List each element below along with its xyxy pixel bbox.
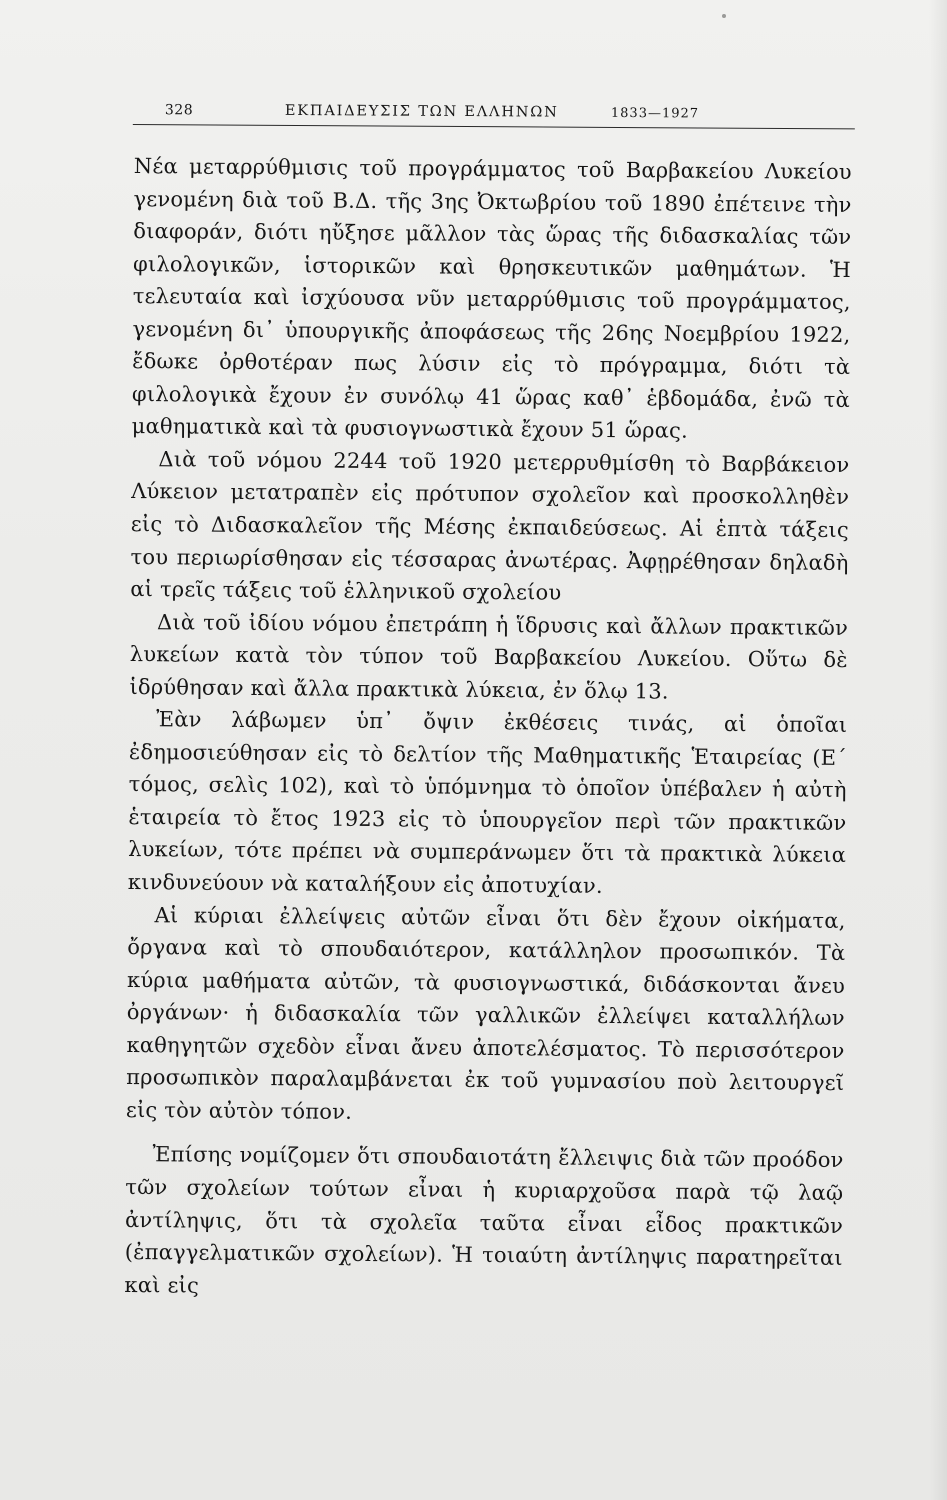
paragraph-6: Ἐπίσης νομίζομεν ὅτι σπουδαιοτάτη ἔλλειψις διὰ τῶν προόδον τῶν σχολείων τούτων εἶναι ἡ κυριαρχοῦσα παρὰ τῷ λαῷ ἀντίληψις, ὅτι τὰ σχολεῖα ταῦτα εἶναι εἶδος πρακτικῶν (ἐπαγγελματικῶν σχολείων). Ἡ τοιαύτη ἀντίληψις παρατηρεῖται καὶ εἰς <box>124 1142 844 1298</box>
paragraph-5: Αἱ κύριαι ἐλλείψεις αὐτῶν εἶναι ὅτι δὲν ἔχουν οἰκήματα, ὄργανα καὶ τὸ σπουδαιότερον, κατάλληλον προσωπικόν. Τὰ κύρια μαθήματα αὐτῶν, τὰ φυσιογνωστικά, διδάσκονται ἄνευ ὀργάνων· ἡ διδασκαλία τῶν γαλλικῶν ἐλλείψει καταλλήλων καθηγητῶν σχεδὸν εἶναι ἄνευ ἀποτελέσματος. Τὸ περισσότερον προσωπικὸν παραλαμβάνεται ἐκ τοῦ γυμνασίου ποὺ λειτουργεῖ εἰς τὸν αὐτὸν τόπον. <box>125 902 846 1124</box>
running-years: 1833—1927 <box>610 105 700 122</box>
page-number: 328 <box>164 102 194 119</box>
header-rule <box>133 124 855 129</box>
paragraph-4: Ἐὰν λάβωμεν ὑπ᾽ ὄψιν ἐκθέσεις τινάς, αἱ ὁποῖαι ἐδημοσιεύθησαν εἰς τὸ δελτίον τῆς Μαθηματικῆς Ἑταιρείας (Ε´ τόμος, σελὶς 102), καὶ τὸ ὑπόμνημα τὸ ὁποῖον ὑπέβαλεν ἡ αὐτὴ ἑταιρεία τὸ ἔτος 1923 εἰς τὸ ὑπουργεῖον περὶ τῶν πρακτικῶν λυκείων, τότε πρέπει νὰ συμπεράνωμεν ὅτι τὰ πρακτικὰ λύκεια κινδυνεύουν νὰ καταλήξουν εἰς ἀποτυχίαν. <box>127 707 848 898</box>
body-text <box>124 150 852 1307</box>
running-title: ΕΚΠΑΙΔΕΥΣΙΣ ΤΩΝ ΕΛΛΗΝΩΝ <box>284 102 559 121</box>
dust-speck <box>722 14 726 18</box>
paragraph-2: Διὰ τοῦ νόμου 2244 τοῦ 1920 μετερρυθμίσθη τὸ Βαρβάκειον Λύκειον μετατραπὲν εἰς πρότυπον σχολεῖον καὶ προσκολληθὲν εἰς τὸ Διδασκαλεῖον τῆς Μέσης ἐκπαιδεύσεως. Αἱ ἑπτὰ τάξεις του περιωρίσθησαν εἰς τέσσαρας ἀνωτέρας. Ἀφῃρέθησαν δηλαδὴ αἱ τρεῖς τάξεις τοῦ ἑλληνικοῦ σχολείου <box>130 447 850 605</box>
paragraph-1: Νέα μεταρρύθμισις τοῦ προγράμματος τοῦ Βαρβακείου Λυκείου γενομένη διὰ τοῦ Β.Δ. τῆς 3ης Ὀκτωβρίου τοῦ 1890 ἐπέτεινε τὴν διαφοράν, διότι ηὔξησε μᾶλλον τὰς ὥρας τῆς διδασκαλίας τῶν φιλολογικῶν, ἱστορικῶν καὶ θρησκευτικῶν μαθημάτων. Ἡ τελευταία καὶ ἰσχύουσα νῦν μεταρρύθμισις τοῦ προγράμματος, γενομένη δι᾽ ὑπουργικῆς ἀποφάσεως τῆς 26ης Νοεμβρίου 1922, ἔδωκε ὀρθοτέραν πως λύσιν εἰς τὸ πρόγραμμα, διότι τὰ φιλολογικὰ ἔχουν ἐν συνόλῳ 41 ὥρας καθ᾽ ἑβδομάδα, ἐνῶ τὰ μαθηματικὰ καὶ τὰ φυσιογνωστικὰ ἔχουν 51 ὥρας. <box>131 153 852 444</box>
paragraph-3: Διὰ τοῦ ἰδίου νόμου ἐπετράπη ἡ ἵδρυσις καὶ ἄλλων πρακτικῶν λυκείων κατὰ τὸν τύπον τοῦ Βαρβακείου Λυκείου. Οὕτω δὲ ἱδρύθησαν καὶ ἄλλα πρακτικὰ λύκεια, ἐν ὅλῳ 13. <box>129 609 849 704</box>
page-edge-shadow <box>929 0 947 1500</box>
running-head <box>133 96 855 136</box>
